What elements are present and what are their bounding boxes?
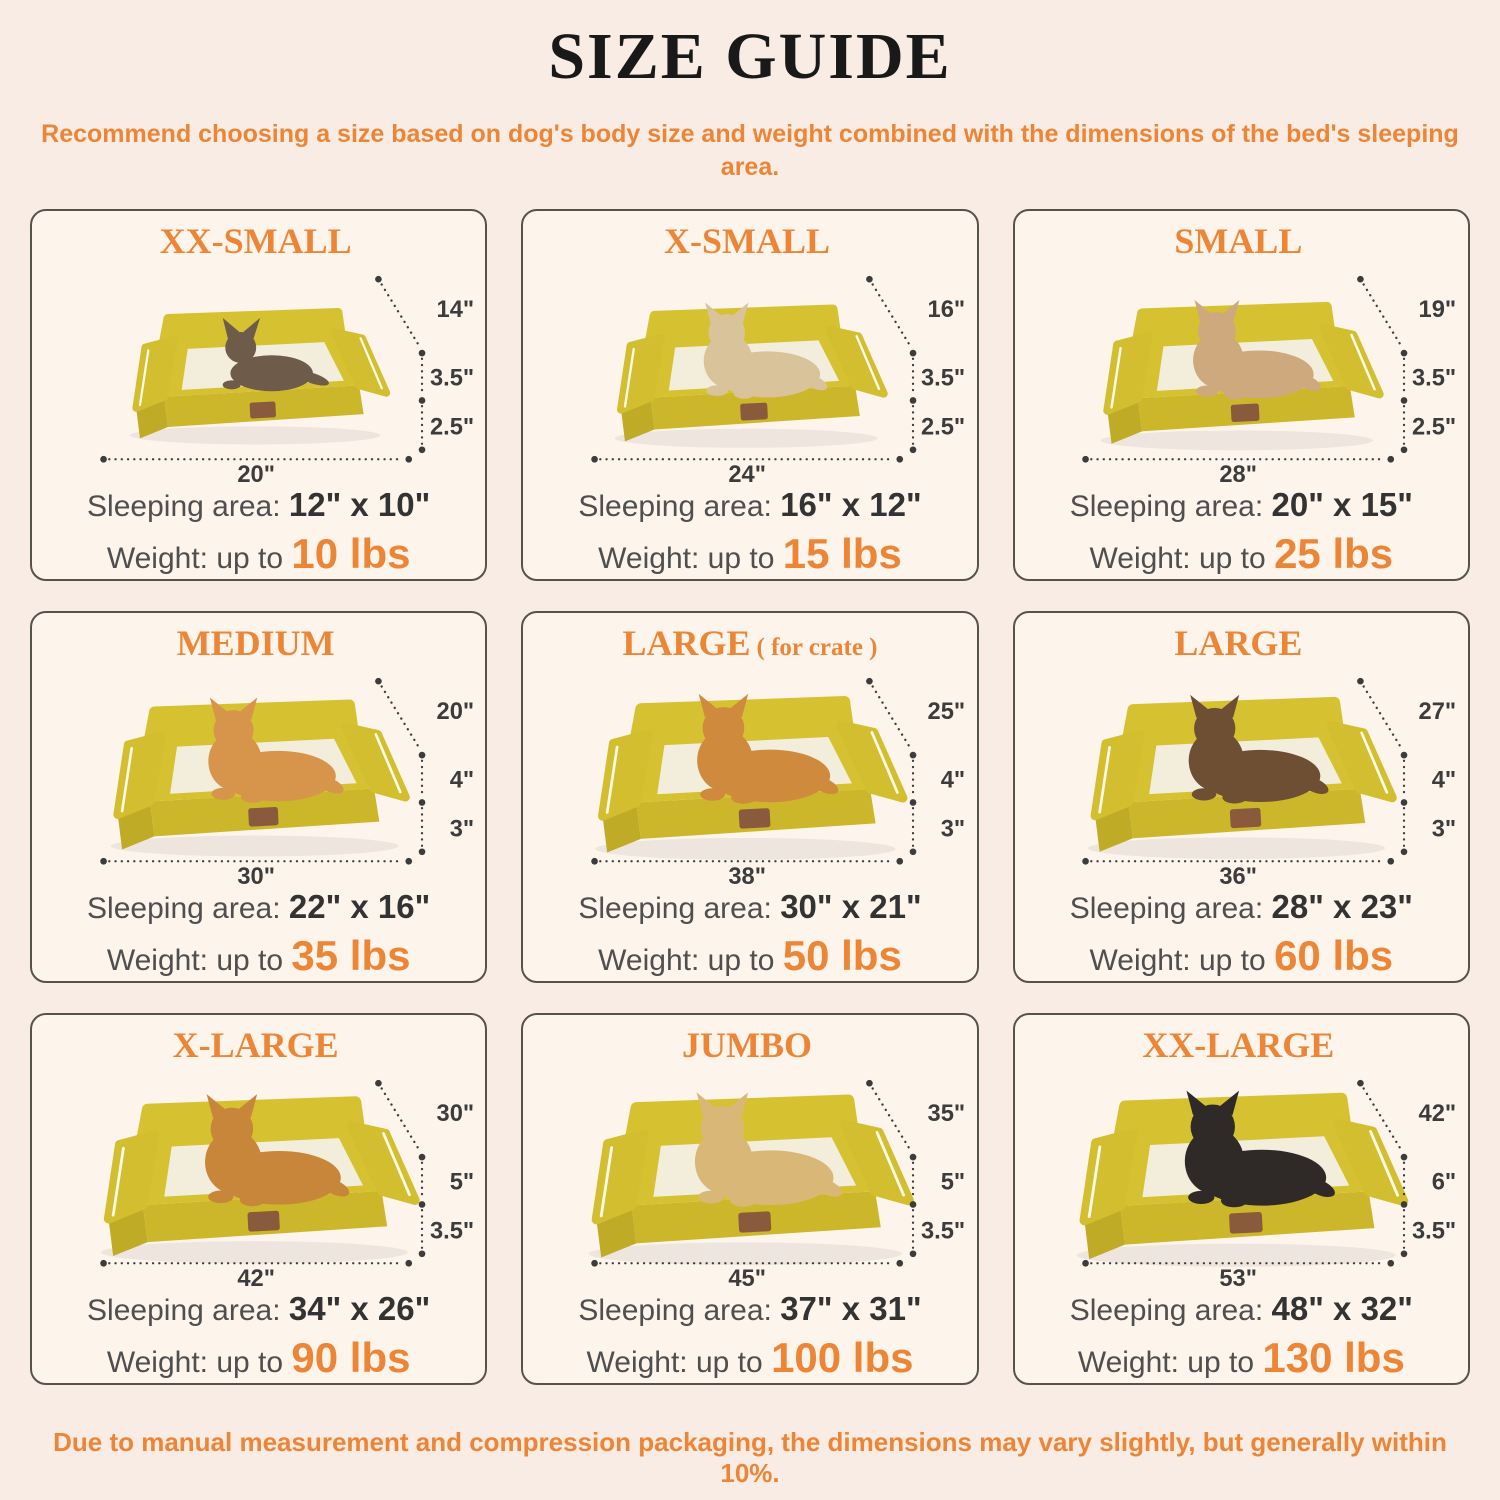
weight-line bbox=[1070, 1332, 1413, 1385]
weight-label: Weight: up to bbox=[106, 943, 284, 977]
sleeping-area-line bbox=[87, 886, 430, 928]
weight-label: Weight: up to bbox=[1077, 1345, 1255, 1379]
sleeping-area-line bbox=[1070, 484, 1413, 526]
bed-group bbox=[1101, 300, 1380, 450]
card-stats bbox=[1070, 886, 1413, 982]
sleeping-area-line bbox=[87, 1288, 430, 1330]
bed-diagram bbox=[1023, 1068, 1459, 1288]
card-stats bbox=[87, 886, 430, 982]
size-card bbox=[521, 1013, 978, 1385]
sleeping-area-line bbox=[578, 484, 921, 526]
weight-line bbox=[578, 528, 921, 581]
sleeping-area-line bbox=[1070, 1288, 1413, 1330]
depth-dimension-label: 20" bbox=[436, 699, 474, 726]
bed-diagram bbox=[41, 666, 477, 886]
bolster-height-label: 3.5" bbox=[1412, 365, 1457, 392]
sleeping-area-value: 48" x 32" bbox=[1271, 1290, 1413, 1328]
weight-line bbox=[578, 930, 921, 983]
weight-label: Weight: up to bbox=[106, 1345, 284, 1379]
base-height-label: 3.5" bbox=[920, 1218, 966, 1245]
size-card-title bbox=[1142, 1025, 1340, 1066]
bolster-height-label: 5" bbox=[449, 1169, 474, 1196]
size-card bbox=[1013, 611, 1470, 983]
width-dimension-label: 28" bbox=[1219, 462, 1258, 485]
bed-illustration bbox=[41, 1068, 477, 1288]
width-dimension-label: 30" bbox=[237, 864, 275, 887]
footer-note: Due to manual measurement and compression packaging, the dimensions may vary slightly, but generally within 10%. bbox=[53, 1427, 1447, 1488]
size-label: XX-SMALL bbox=[159, 221, 352, 261]
width-dimension-label: 38" bbox=[728, 864, 766, 887]
weight-value: 60 lbs bbox=[1274, 931, 1394, 979]
sleeping-area-value: 20" x 15" bbox=[1271, 486, 1413, 524]
sleeping-area-value: 34" x 26" bbox=[288, 1290, 431, 1328]
size-card bbox=[30, 611, 487, 983]
size-label: MEDIUM bbox=[176, 623, 335, 663]
depth-dimension-label: 16" bbox=[927, 297, 966, 324]
bed-diagram bbox=[41, 264, 477, 484]
card-stats bbox=[578, 1288, 921, 1384]
depth-dimension-label: 35" bbox=[927, 1101, 966, 1128]
sleeping-area-value: 12" x 10" bbox=[288, 486, 431, 524]
sleeping-area-label: Sleeping area: bbox=[87, 490, 281, 524]
sleeping-area-value: 37" x 31" bbox=[780, 1290, 922, 1328]
size-cards-grid bbox=[0, 183, 1500, 1385]
width-dimension-label: 53" bbox=[1219, 1266, 1258, 1289]
sleeping-area-label: Sleeping area: bbox=[578, 892, 772, 926]
bolster-height-label: 6" bbox=[1432, 1169, 1457, 1196]
bed-group bbox=[1088, 695, 1392, 859]
weight-line bbox=[1070, 930, 1413, 983]
size-label: X-LARGE bbox=[172, 1025, 339, 1065]
sleeping-area-value: 22" x 16" bbox=[288, 888, 431, 926]
size-card-title bbox=[1174, 221, 1308, 262]
weight-label: Weight: up to bbox=[598, 943, 775, 977]
bed-diagram bbox=[41, 1068, 477, 1288]
card-stats bbox=[87, 484, 430, 580]
weight-value: 130 lbs bbox=[1262, 1333, 1405, 1381]
weight-line bbox=[87, 1332, 430, 1385]
weight-line bbox=[1070, 528, 1413, 581]
width-dimension-label: 42" bbox=[237, 1266, 275, 1289]
sleeping-area-line bbox=[87, 484, 430, 526]
base-height-label: 2.5" bbox=[1412, 414, 1457, 441]
base-height-label: 3.5" bbox=[429, 1218, 474, 1245]
sleeping-area-line bbox=[578, 886, 921, 928]
card-stats bbox=[578, 484, 921, 580]
bed-diagram bbox=[532, 1068, 968, 1288]
sleeping-area-value: 16" x 12" bbox=[780, 486, 922, 524]
sleeping-area-label: Sleeping area: bbox=[578, 490, 772, 524]
sleeping-area-label: Sleeping area: bbox=[1069, 892, 1264, 926]
bed-illustration bbox=[1023, 1068, 1459, 1288]
width-dimension-label: 24" bbox=[728, 462, 766, 485]
bed-illustration bbox=[41, 264, 477, 484]
bed-illustration bbox=[532, 666, 968, 886]
base-height-label: 2.5" bbox=[920, 414, 966, 441]
weight-value: 15 lbs bbox=[782, 529, 902, 577]
size-card bbox=[30, 1013, 487, 1385]
size-card-title bbox=[160, 221, 358, 262]
weight-label: Weight: up to bbox=[586, 1345, 763, 1379]
size-label: LARGE bbox=[622, 623, 751, 663]
size-label: SMALL bbox=[1174, 221, 1303, 261]
sleeping-area-label: Sleeping area: bbox=[87, 1294, 281, 1328]
sleeping-area-label: Sleeping area: bbox=[87, 892, 281, 926]
bolster-height-label: 3.5" bbox=[429, 365, 474, 392]
page-title: SIZE GUIDE bbox=[548, 20, 952, 93]
bed-illustration bbox=[1023, 666, 1459, 886]
width-dimension-label: 36" bbox=[1219, 864, 1258, 887]
bolster-height-label: 4" bbox=[449, 767, 474, 794]
bolster-height-label: 4" bbox=[1432, 767, 1457, 794]
bolster-height-label: 4" bbox=[940, 767, 966, 794]
card-stats bbox=[87, 1288, 430, 1384]
base-height-label: 3" bbox=[940, 816, 966, 843]
size-card bbox=[30, 209, 487, 581]
depth-dimension-label: 25" bbox=[927, 699, 966, 726]
weight-value: 35 lbs bbox=[291, 931, 411, 979]
bed-group bbox=[110, 698, 405, 857]
card-stats bbox=[1070, 1288, 1413, 1384]
bed-group bbox=[101, 1095, 415, 1264]
bed-group bbox=[615, 303, 884, 448]
size-card-title bbox=[682, 1025, 818, 1066]
depth-dimension-label: 42" bbox=[1418, 1101, 1457, 1128]
weight-line bbox=[578, 1332, 921, 1385]
size-label: XX-LARGE bbox=[1142, 1025, 1335, 1065]
card-stats bbox=[1070, 484, 1413, 580]
card-stats bbox=[578, 886, 921, 982]
weight-label: Weight: up to bbox=[1089, 943, 1266, 977]
bolster-height-label: 3.5" bbox=[920, 365, 966, 392]
weight-line bbox=[87, 528, 430, 581]
weight-value: 10 lbs bbox=[291, 529, 411, 577]
bed-diagram bbox=[1023, 264, 1459, 484]
weight-value: 90 lbs bbox=[291, 1333, 411, 1381]
sleeping-area-line bbox=[578, 1288, 921, 1330]
width-dimension-label: 20" bbox=[237, 462, 275, 485]
size-card bbox=[1013, 1013, 1470, 1385]
base-height-label: 3" bbox=[449, 816, 474, 843]
sleeping-area-line bbox=[1070, 886, 1413, 928]
weight-label: Weight: up to bbox=[106, 541, 284, 575]
sleeping-area-label: Sleeping area: bbox=[1069, 1294, 1264, 1328]
depth-dimension-label: 27" bbox=[1418, 699, 1457, 726]
bed-group bbox=[589, 1093, 909, 1266]
sleeping-area-label: Sleeping area: bbox=[578, 1294, 772, 1328]
size-card bbox=[521, 209, 978, 581]
size-card-title bbox=[664, 221, 836, 262]
bed-diagram bbox=[1023, 666, 1459, 886]
bed-illustration bbox=[532, 1068, 968, 1288]
base-height-label: 3.5" bbox=[1412, 1218, 1457, 1245]
size-label-suffix: ( for crate ) bbox=[756, 634, 878, 661]
depth-dimension-label: 30" bbox=[436, 1101, 474, 1128]
size-card-title bbox=[173, 1025, 345, 1066]
weight-line bbox=[87, 930, 430, 983]
base-height-label: 3" bbox=[1432, 816, 1457, 843]
weight-value: 100 lbs bbox=[771, 1333, 914, 1381]
depth-dimension-label: 19" bbox=[1418, 297, 1457, 324]
size-card-title bbox=[1174, 623, 1308, 664]
width-dimension-label: 45" bbox=[728, 1266, 766, 1289]
size-card-title bbox=[622, 623, 877, 664]
base-height-label: 2.5" bbox=[429, 414, 474, 441]
bed-group bbox=[130, 313, 386, 445]
weight-value: 25 lbs bbox=[1274, 529, 1394, 577]
size-card-title bbox=[177, 623, 341, 664]
bed-illustration bbox=[41, 666, 477, 886]
size-label: LARGE bbox=[1174, 623, 1303, 663]
bed-illustration bbox=[1023, 264, 1459, 484]
sleeping-area-label: Sleeping area: bbox=[1069, 490, 1264, 524]
weight-label: Weight: up to bbox=[1089, 541, 1266, 575]
bed-group bbox=[1077, 1091, 1404, 1267]
weight-value: 50 lbs bbox=[782, 931, 902, 979]
sleeping-area-value: 30" x 21" bbox=[780, 888, 922, 926]
bed-group bbox=[595, 694, 903, 860]
size-label: JUMBO bbox=[681, 1025, 812, 1065]
size-label: X-SMALL bbox=[663, 221, 830, 261]
bed-illustration bbox=[532, 264, 968, 484]
weight-label: Weight: up to bbox=[598, 541, 775, 575]
bed-diagram bbox=[532, 264, 968, 484]
bolster-height-label: 5" bbox=[940, 1169, 966, 1196]
bed-diagram bbox=[532, 666, 968, 886]
page-subtitle: Recommend choosing a size based on dog's body size and weight combined with the dimensions of the bed's sleeping area. bbox=[41, 120, 1459, 181]
size-card bbox=[1013, 209, 1470, 581]
size-card bbox=[521, 611, 978, 983]
depth-dimension-label: 14" bbox=[436, 297, 474, 324]
sleeping-area-value: 28" x 23" bbox=[1271, 888, 1413, 926]
